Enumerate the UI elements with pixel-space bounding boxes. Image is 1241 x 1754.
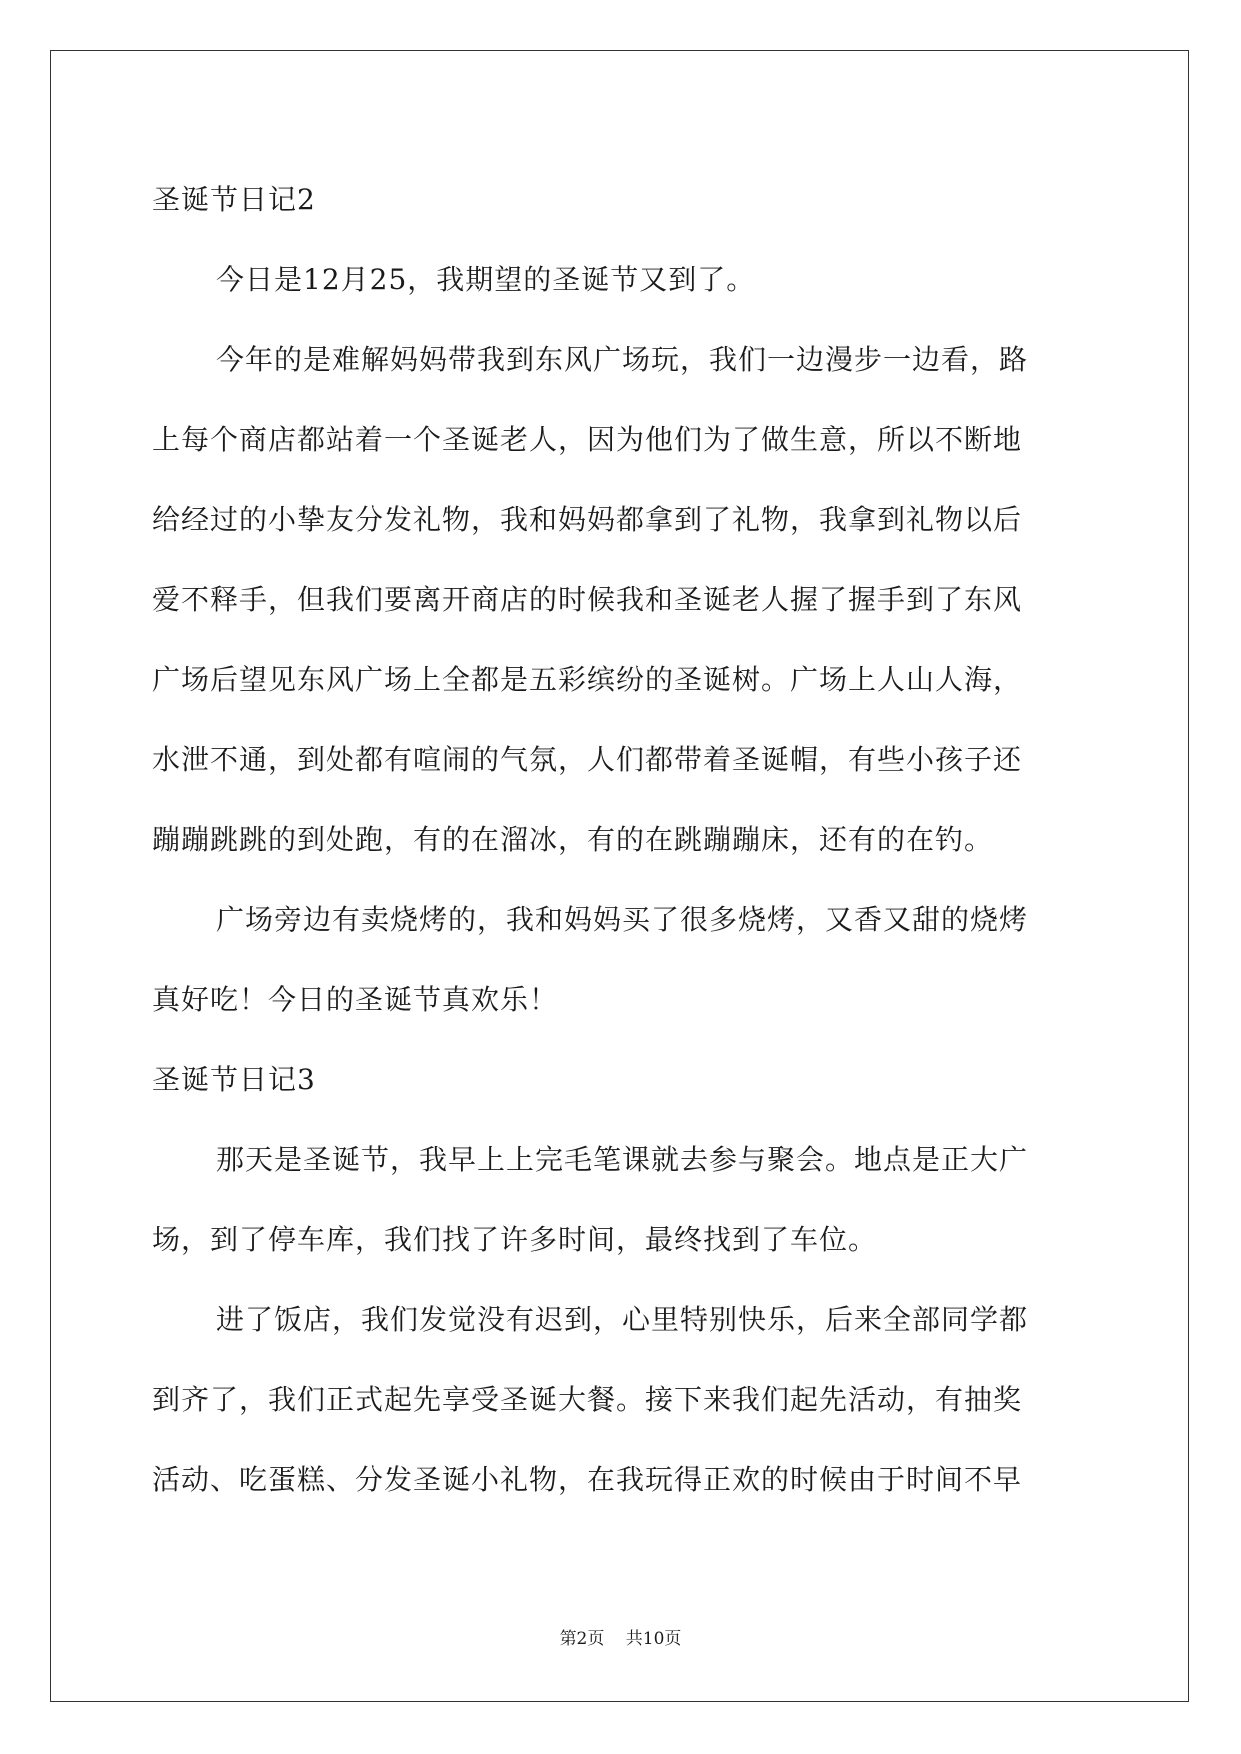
paragraph-line: 今年的是难解妈妈带我到东风广场玩，我们一边漫步一边看，路	[216, 343, 1029, 376]
paragraph-line: 今日是12月25，我期望的圣诞节又到了。	[216, 263, 756, 296]
paragraph-line: 场，到了停车库，我们找了许多时间，最终找到了车位。	[152, 1223, 878, 1256]
paragraph-line: 活动、吃蛋糕、分发圣诞小礼物，在我玩得正欢的时候由于时间不早	[152, 1463, 1023, 1496]
paragraph-line: 真好吃！今日的圣诞节真欢乐！	[152, 983, 559, 1016]
section-heading: 圣诞节日记3	[152, 1063, 316, 1096]
paragraph-line: 广场后望见东风广场上全都是五彩缤纷的圣诞树。广场上人山人海，	[152, 663, 1023, 696]
paragraph-line: 给经过的小挚友分发礼物，我和妈妈都拿到了礼物，我拿到礼物以后	[152, 503, 1023, 536]
section-heading: 圣诞节日记2	[152, 183, 316, 216]
page-footer	[0, 1624, 1241, 1649]
paragraph-line: 蹦蹦跳跳的到处跑，有的在溜冰，有的在跳蹦蹦床，还有的在钓。	[152, 823, 994, 856]
paragraph-line: 水泄不通，到处都有喧闹的气氛，人们都带着圣诞帽，有些小孩子还	[152, 743, 1023, 776]
page-total: 共10页	[625, 1629, 682, 1649]
paragraph-line: 广场旁边有卖烧烤的，我和妈妈买了很多烧烤，又香又甜的烧烤	[216, 903, 1029, 936]
paragraph-line: 那天是圣诞节，我早上上完毛笔课就去参与聚会。地点是正大广	[216, 1143, 1029, 1176]
paragraph-line: 到齐了，我们正式起先享受圣诞大餐。接下来我们起先活动，有抽奖	[152, 1383, 1023, 1416]
paragraph-line: 进了饭店，我们发觉没有迟到，心里特别快乐，后来全部同学都	[216, 1303, 1029, 1336]
page-number: 第2页	[559, 1629, 605, 1649]
document-body	[152, 160, 1092, 1520]
paragraph-line: 上每个商店都站着一个圣诞老人，因为他们为了做生意，所以不断地	[152, 423, 1023, 456]
paragraph-line: 爱不释手，但我们要离开商店的时候我和圣诞老人握了握手到了东风	[152, 583, 1023, 616]
